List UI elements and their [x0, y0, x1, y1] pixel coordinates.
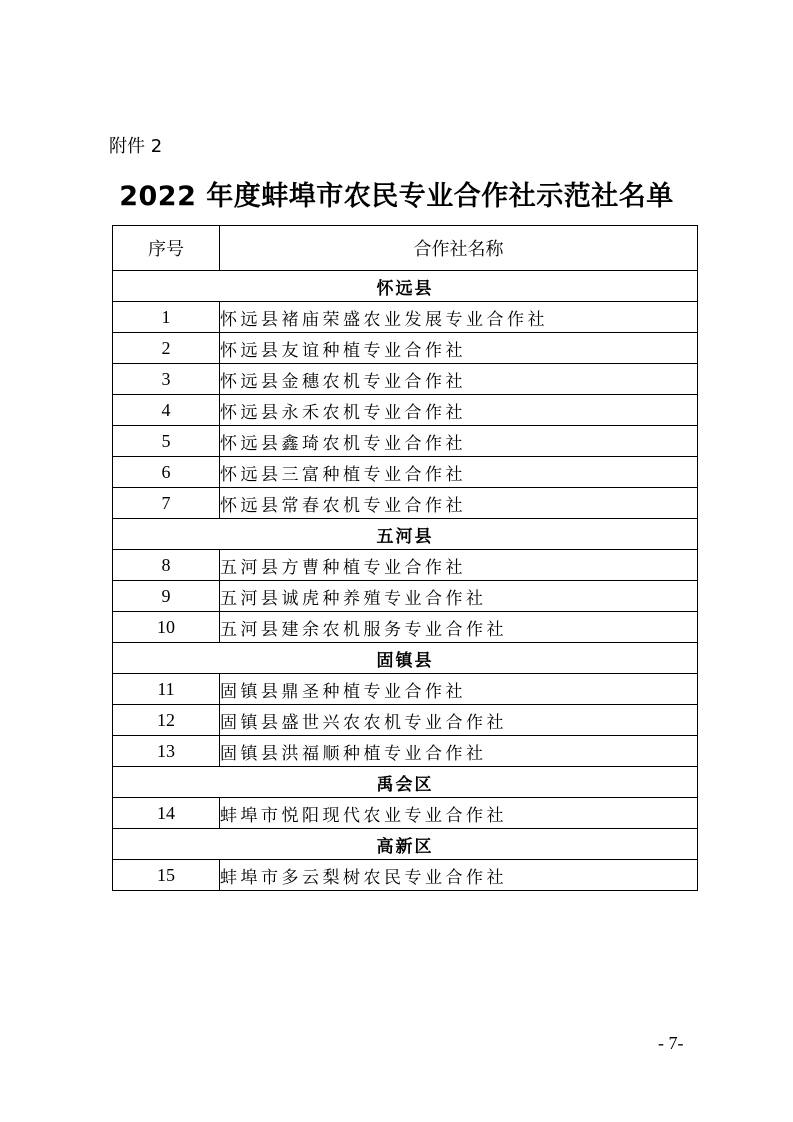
cooperative-table [112, 225, 698, 891]
cooperative-name: 怀远县金穗农机专业合作社 [220, 364, 698, 395]
district-name: 五河县 [113, 519, 698, 550]
table-row [113, 488, 698, 519]
cooperative-name: 怀远县鑫琦农机专业合作社 [220, 426, 698, 457]
table-row [113, 674, 698, 705]
cooperative-name: 固镇县盛世兴农农机专业合作社 [220, 705, 698, 736]
row-number: 6 [113, 457, 220, 488]
attachment-label: 附件 2 [109, 136, 163, 157]
table-row [113, 333, 698, 364]
header-name: 合作社名称 [220, 226, 698, 271]
table-header-row [113, 226, 698, 271]
district-name: 固镇县 [113, 643, 698, 674]
table-row [113, 581, 698, 612]
document-title: 2022 年度蚌埠市农民专业合作社示范社名单 [119, 181, 674, 212]
table-row [113, 364, 698, 395]
table-row [113, 457, 698, 488]
district-row [113, 643, 698, 674]
cooperative-name: 怀远县常春农机专业合作社 [220, 488, 698, 519]
table-row [113, 395, 698, 426]
district-name: 怀远县 [113, 271, 698, 302]
district-row [113, 519, 698, 550]
cooperative-name: 五河县方曹种植专业合作社 [220, 550, 698, 581]
row-number: 13 [113, 736, 220, 767]
cooperative-name: 怀远县永禾农机专业合作社 [220, 395, 698, 426]
table-row [113, 426, 698, 457]
page-number: - 7- [658, 1033, 684, 1053]
district-name: 禹会区 [113, 767, 698, 798]
table-row [113, 860, 698, 891]
row-number: 1 [113, 302, 220, 333]
cooperative-name: 蚌埠市悦阳现代农业专业合作社 [220, 798, 698, 829]
row-number: 8 [113, 550, 220, 581]
table-row [113, 612, 698, 643]
row-number: 12 [113, 705, 220, 736]
row-number: 7 [113, 488, 220, 519]
table-row [113, 302, 698, 333]
row-number: 9 [113, 581, 220, 612]
cooperative-name: 固镇县鼎圣种植专业合作社 [220, 674, 698, 705]
district-row [113, 271, 698, 302]
row-number: 14 [113, 798, 220, 829]
table-row [113, 798, 698, 829]
cooperative-name: 怀远县三富种植专业合作社 [220, 457, 698, 488]
table-body [113, 271, 698, 891]
row-number: 4 [113, 395, 220, 426]
header-number: 序号 [113, 226, 220, 271]
row-number: 2 [113, 333, 220, 364]
district-row [113, 829, 698, 860]
row-number: 3 [113, 364, 220, 395]
district-name: 高新区 [113, 829, 698, 860]
cooperative-name: 固镇县洪福顺种植专业合作社 [220, 736, 698, 767]
row-number: 5 [113, 426, 220, 457]
cooperative-name: 怀远县友谊种植专业合作社 [220, 333, 698, 364]
row-number: 11 [113, 674, 220, 705]
table-row [113, 705, 698, 736]
cooperative-name: 蚌埠市多云梨树农民专业合作社 [220, 860, 698, 891]
table-row [113, 550, 698, 581]
cooperative-name: 怀远县褚庙荣盛农业发展专业合作社 [220, 302, 698, 333]
district-row [113, 767, 698, 798]
cooperative-name: 五河县诚虎种养殖专业合作社 [220, 581, 698, 612]
cooperative-name: 五河县建余农机服务专业合作社 [220, 612, 698, 643]
row-number: 15 [113, 860, 220, 891]
row-number: 10 [113, 612, 220, 643]
table-row [113, 736, 698, 767]
